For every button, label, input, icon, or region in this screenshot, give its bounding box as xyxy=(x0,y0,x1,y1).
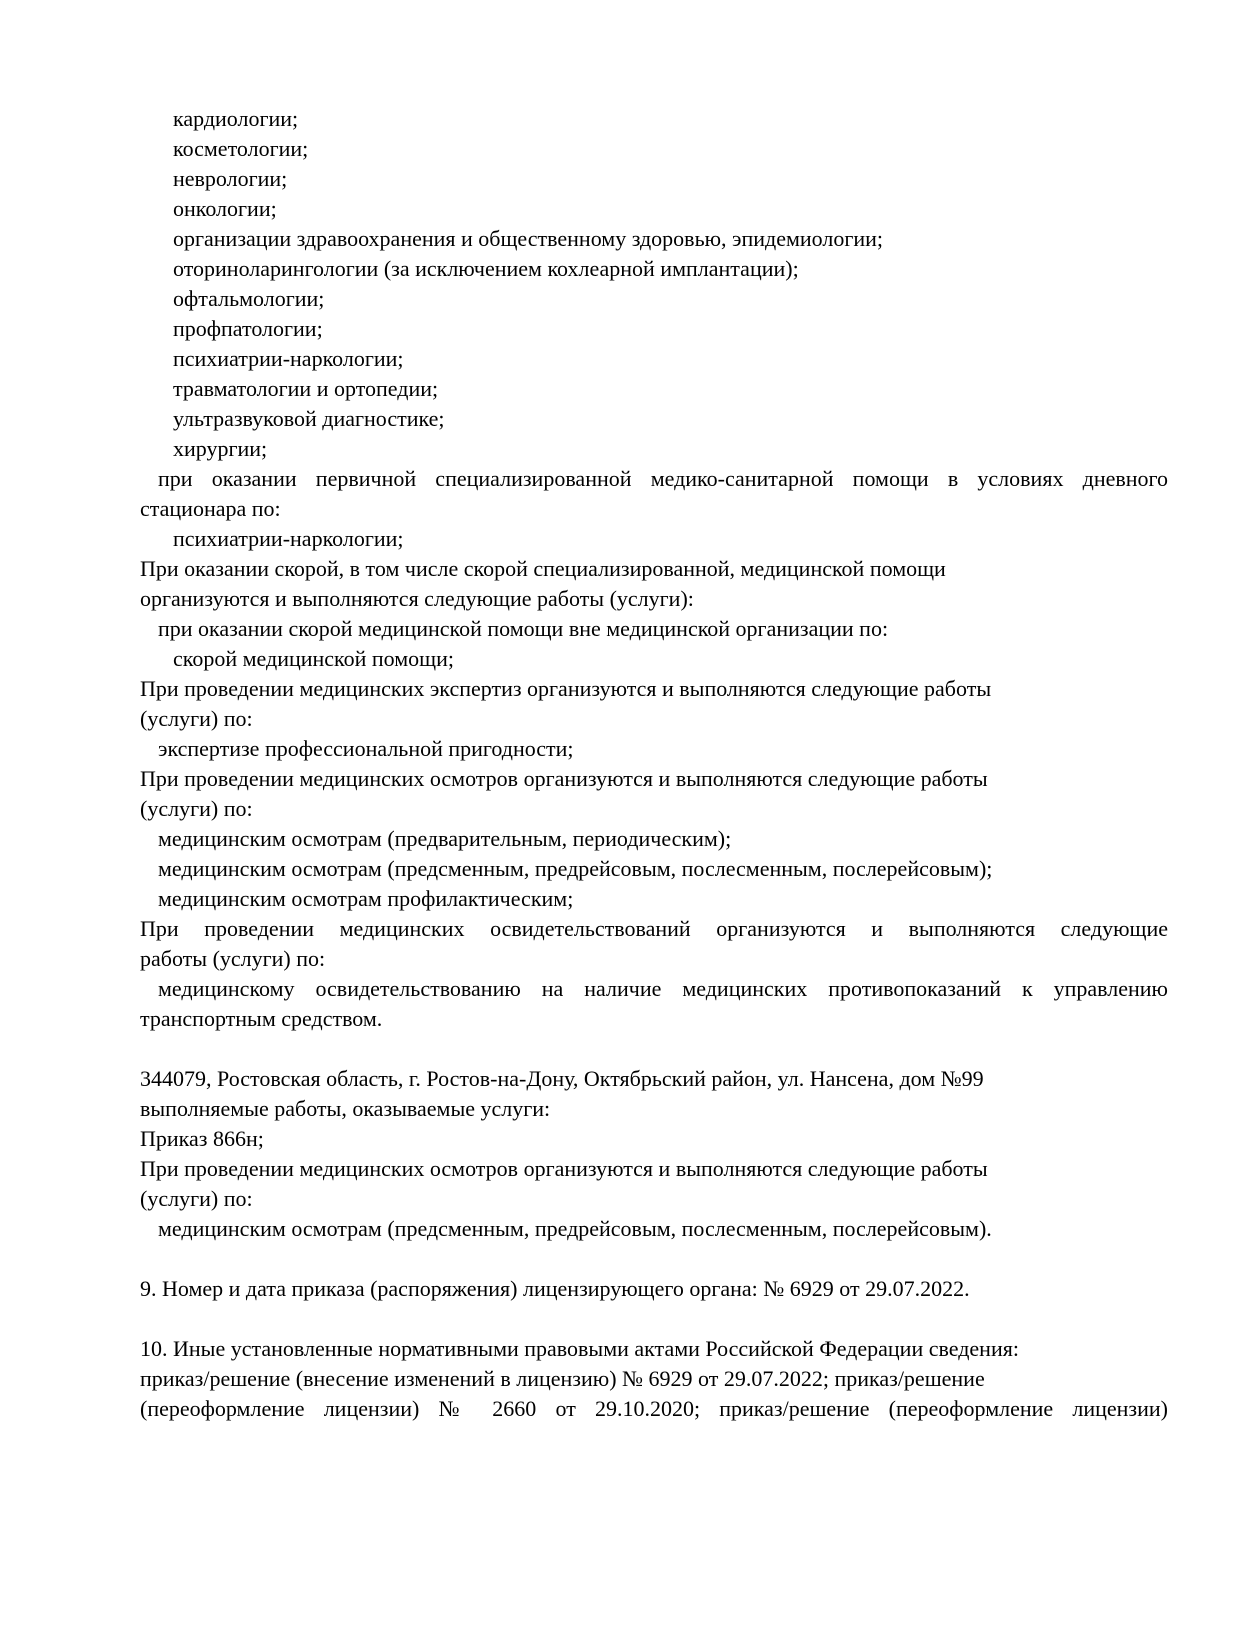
text-line: профпатологии; xyxy=(173,316,323,341)
text-line: При проведении медицинских осмотров организуются и выполняются следующие работы xyxy=(140,1156,988,1181)
text-line: приказ/решение (внесение изменений в лицензию) № 6929 от 29.07.2022; приказ/решение xyxy=(140,1366,985,1391)
text-line: медицинским осмотрам профилактическим; xyxy=(158,886,574,911)
text-line: экспертизе профессиональной пригодности; xyxy=(158,736,574,761)
text-line: ультразвуковой диагностике; xyxy=(173,406,445,431)
text-line: 9. Номер и дата приказа (распоряжения) лицензирующего органа: № 6929 от 29.07.2022. xyxy=(140,1276,970,1301)
text-line: работы (услуги) по: xyxy=(140,946,326,971)
text-line: Приказ 866н; xyxy=(140,1126,264,1151)
text-line: травматологии и ортопедии; xyxy=(173,376,439,401)
blank-line xyxy=(140,1244,1168,1274)
text-line: При проведении медицинских осмотров организуются и выполняются следующие работы xyxy=(140,766,988,791)
blank-line xyxy=(140,1034,1168,1064)
text-line: При проведении медицинских экспертиз организуются и выполняются следующие работы xyxy=(140,676,992,701)
text-line: кардиологии; xyxy=(173,106,299,131)
text-line: выполняемые работы, оказываемые услуги: xyxy=(140,1096,551,1121)
text-line: хирургии; xyxy=(173,436,268,461)
text-line: организуются и выполняются следующие работы (услуги): xyxy=(140,586,694,611)
text-line: офтальмологии; xyxy=(173,286,325,311)
text-line: неврологии; xyxy=(173,166,288,191)
text-line: При проведении медицинских освидетельствований организуются и выполняются следующие xyxy=(140,916,1168,941)
text-line: онкологии; xyxy=(173,196,277,221)
text-line: (услуги) по: xyxy=(140,1186,253,1211)
text-line: 10. Иные установленные нормативными правовыми актами Российской Федерации сведения: xyxy=(140,1336,1019,1361)
text-line: медицинским осмотрам (предсменным, предрейсовым, послесменным, послерейсовым). xyxy=(158,1216,992,1241)
text-line: косметологии; xyxy=(173,136,309,161)
text-line: оториноларингологии (за исключением кохлеарной имплантации); xyxy=(173,256,799,281)
text-line: транспортным средством. xyxy=(140,1006,383,1031)
text-line: при оказании скорой медицинской помощи вне медицинской организации по: xyxy=(158,616,889,641)
text-line: психиатрии-наркологии; xyxy=(173,346,404,371)
text-line: 344079, Ростовская область, г. Ростов-на-Дону, Октябрьский район, ул. Нансена, дом №99 xyxy=(140,1066,984,1091)
blank-line xyxy=(140,1304,1168,1334)
text-line: медицинскому освидетельствованию на наличие медицинских противопоказаний к управлению xyxy=(158,976,1168,1001)
text-line: При оказании скорой, в том числе скорой специализированной, медицинской помощи xyxy=(140,556,946,581)
text-line: медицинским осмотрам (предсменным, предрейсовым, послесменным, послерейсовым); xyxy=(158,856,993,881)
text-line: (переоформление лицензии) № 2660 от 29.10.2020; приказ/решение (переоформление лицензии) xyxy=(140,1396,1168,1421)
text-line: при оказании первичной специализированной медико-санитарной помощи в условиях дневного xyxy=(158,466,1168,491)
text-line: (услуги) по: xyxy=(140,796,253,821)
license-text-block xyxy=(140,104,1168,1424)
text-line: (услуги) по: xyxy=(140,706,253,731)
text-line: медицинским осмотрам (предварительным, периодическим); xyxy=(158,826,732,851)
text-line: психиатрии-наркологии; xyxy=(173,526,404,551)
text-line: организации здравоохранения и общественному здоровью, эпидемиологии; xyxy=(173,226,884,251)
text-line: скорой медицинской помощи; xyxy=(173,646,455,671)
text-line: стационара по: xyxy=(140,496,281,521)
